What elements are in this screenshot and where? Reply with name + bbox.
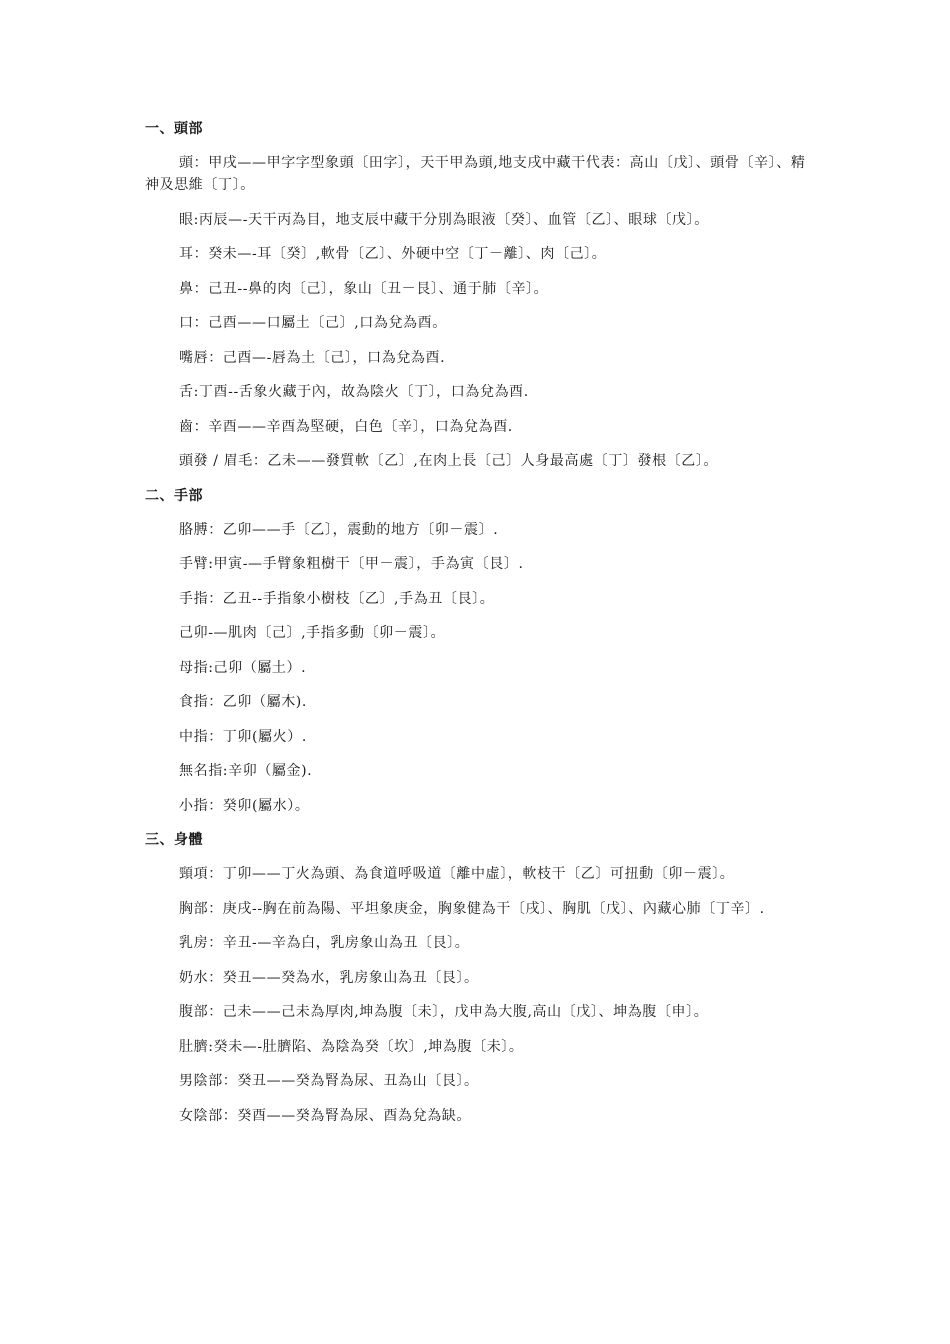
text-line: 女陰部：癸酉——癸為腎為尿、酉為兌為缺。: [179, 1107, 471, 1124]
text-line: 肚臍:癸未—-肚臍陷、為陰為癸〔坎〕,坤為腹〔未〕。: [179, 1038, 524, 1055]
text-line: 口：己酉——口屬土〔己〕,口為兌為酉。: [179, 315, 447, 331]
text-line: 嘴唇：己酉—-唇為土〔己〕，口為兌為酉.: [179, 349, 446, 366]
section-hand: [145, 485, 810, 817]
text-line: 男陰部：癸丑——癸為腎為尿、丑為山〔艮〕。: [179, 1073, 479, 1089]
text-line: 頸項：丁卯——丁火為頭、為食道呼吸道〔離中虛〕，軟枝干〔乙〕可扭動〔卯－震〕。: [179, 866, 735, 882]
text-line: 手臂:甲寅-—手臂象粗樹干〔甲－震〕，手為寅〔艮〕.: [179, 556, 524, 572]
text-line: 乳房：辛丑-—辛為白，乳房象山為丑〔艮〕。: [179, 935, 470, 951]
text-line: 眼:丙辰—-天干丙為目，地支辰中藏干分別為眼液〔癸〕、血管〔乙〕、眼球〔戊〕。: [179, 211, 709, 228]
text-line: 無名指:辛卯（屬金).: [179, 763, 313, 779]
text-line: 胳膊：乙卯——手〔乙〕，震動的地方〔卯－震〕.: [179, 521, 499, 538]
document-page: [145, 118, 810, 1139]
text-line: 己卯-—肌肉〔己〕,手指多動〔卯－震〕。: [179, 625, 446, 641]
text-line: 頭發 / 眉毛：乙未——發質軟〔乙〕,在肉上長〔己〕人身最高處〔丁〕發根〔乙〕。: [179, 453, 719, 469]
text-line: 舌:丁酉--舌象火藏于內，故為陰火〔丁〕，口為兌為酉.: [179, 384, 529, 400]
text-line: 食指：乙卯（屬木).: [179, 694, 307, 710]
text-line: 鼻：己丑--鼻的肉〔己〕，象山〔丑－艮〕、通于肺〔辛〕。: [179, 280, 549, 297]
text-line: 腹部：己未——己未為厚肉,坤為腹〔未〕，戊申為大腹,高山〔戊〕、坤為腹〔申〕。: [179, 1004, 709, 1020]
text-line: 母指:己卯（屬土）.: [179, 659, 307, 676]
text-line: 齒：辛酉——辛酉為堅硬，白色〔辛〕，口為兌為酉.: [179, 418, 513, 435]
section-heading: 三、身體: [145, 832, 203, 848]
section-heading: 一、頭部: [145, 121, 203, 137]
section-heading: 二、手部: [145, 487, 203, 504]
section-head: [145, 118, 810, 472]
text-line: 頭：甲戌——甲字字型象頭〔田字〕，天干甲為頭,地支戌中藏干代表：高山〔戊〕、頭骨〔辛〕、精神及思維〔丁〕。: [145, 155, 806, 193]
section-body: [145, 829, 810, 1127]
text-line: 耳：癸未—-耳〔癸〕,軟骨〔乙〕、外硬中空〔丁－離〕、肉〔己〕。: [179, 246, 607, 262]
text-line: 手指：乙丑--手指象小樹枝〔乙〕,手為丑〔艮〕。: [179, 590, 495, 607]
text-line: 小指：癸卯(屬水）。: [179, 797, 310, 814]
text-line: 奶水：癸丑——癸為水，乳房象山為丑〔艮〕。: [179, 969, 479, 986]
text-line: 胸部：庚戌--胸在前為陽、平坦象庚金，胸象健為干〔戌〕、胸肌〔戊〕、內藏心肺〔丁辛〕.: [179, 900, 765, 917]
text-line: 中指：丁卯(屬火）.: [179, 728, 307, 745]
